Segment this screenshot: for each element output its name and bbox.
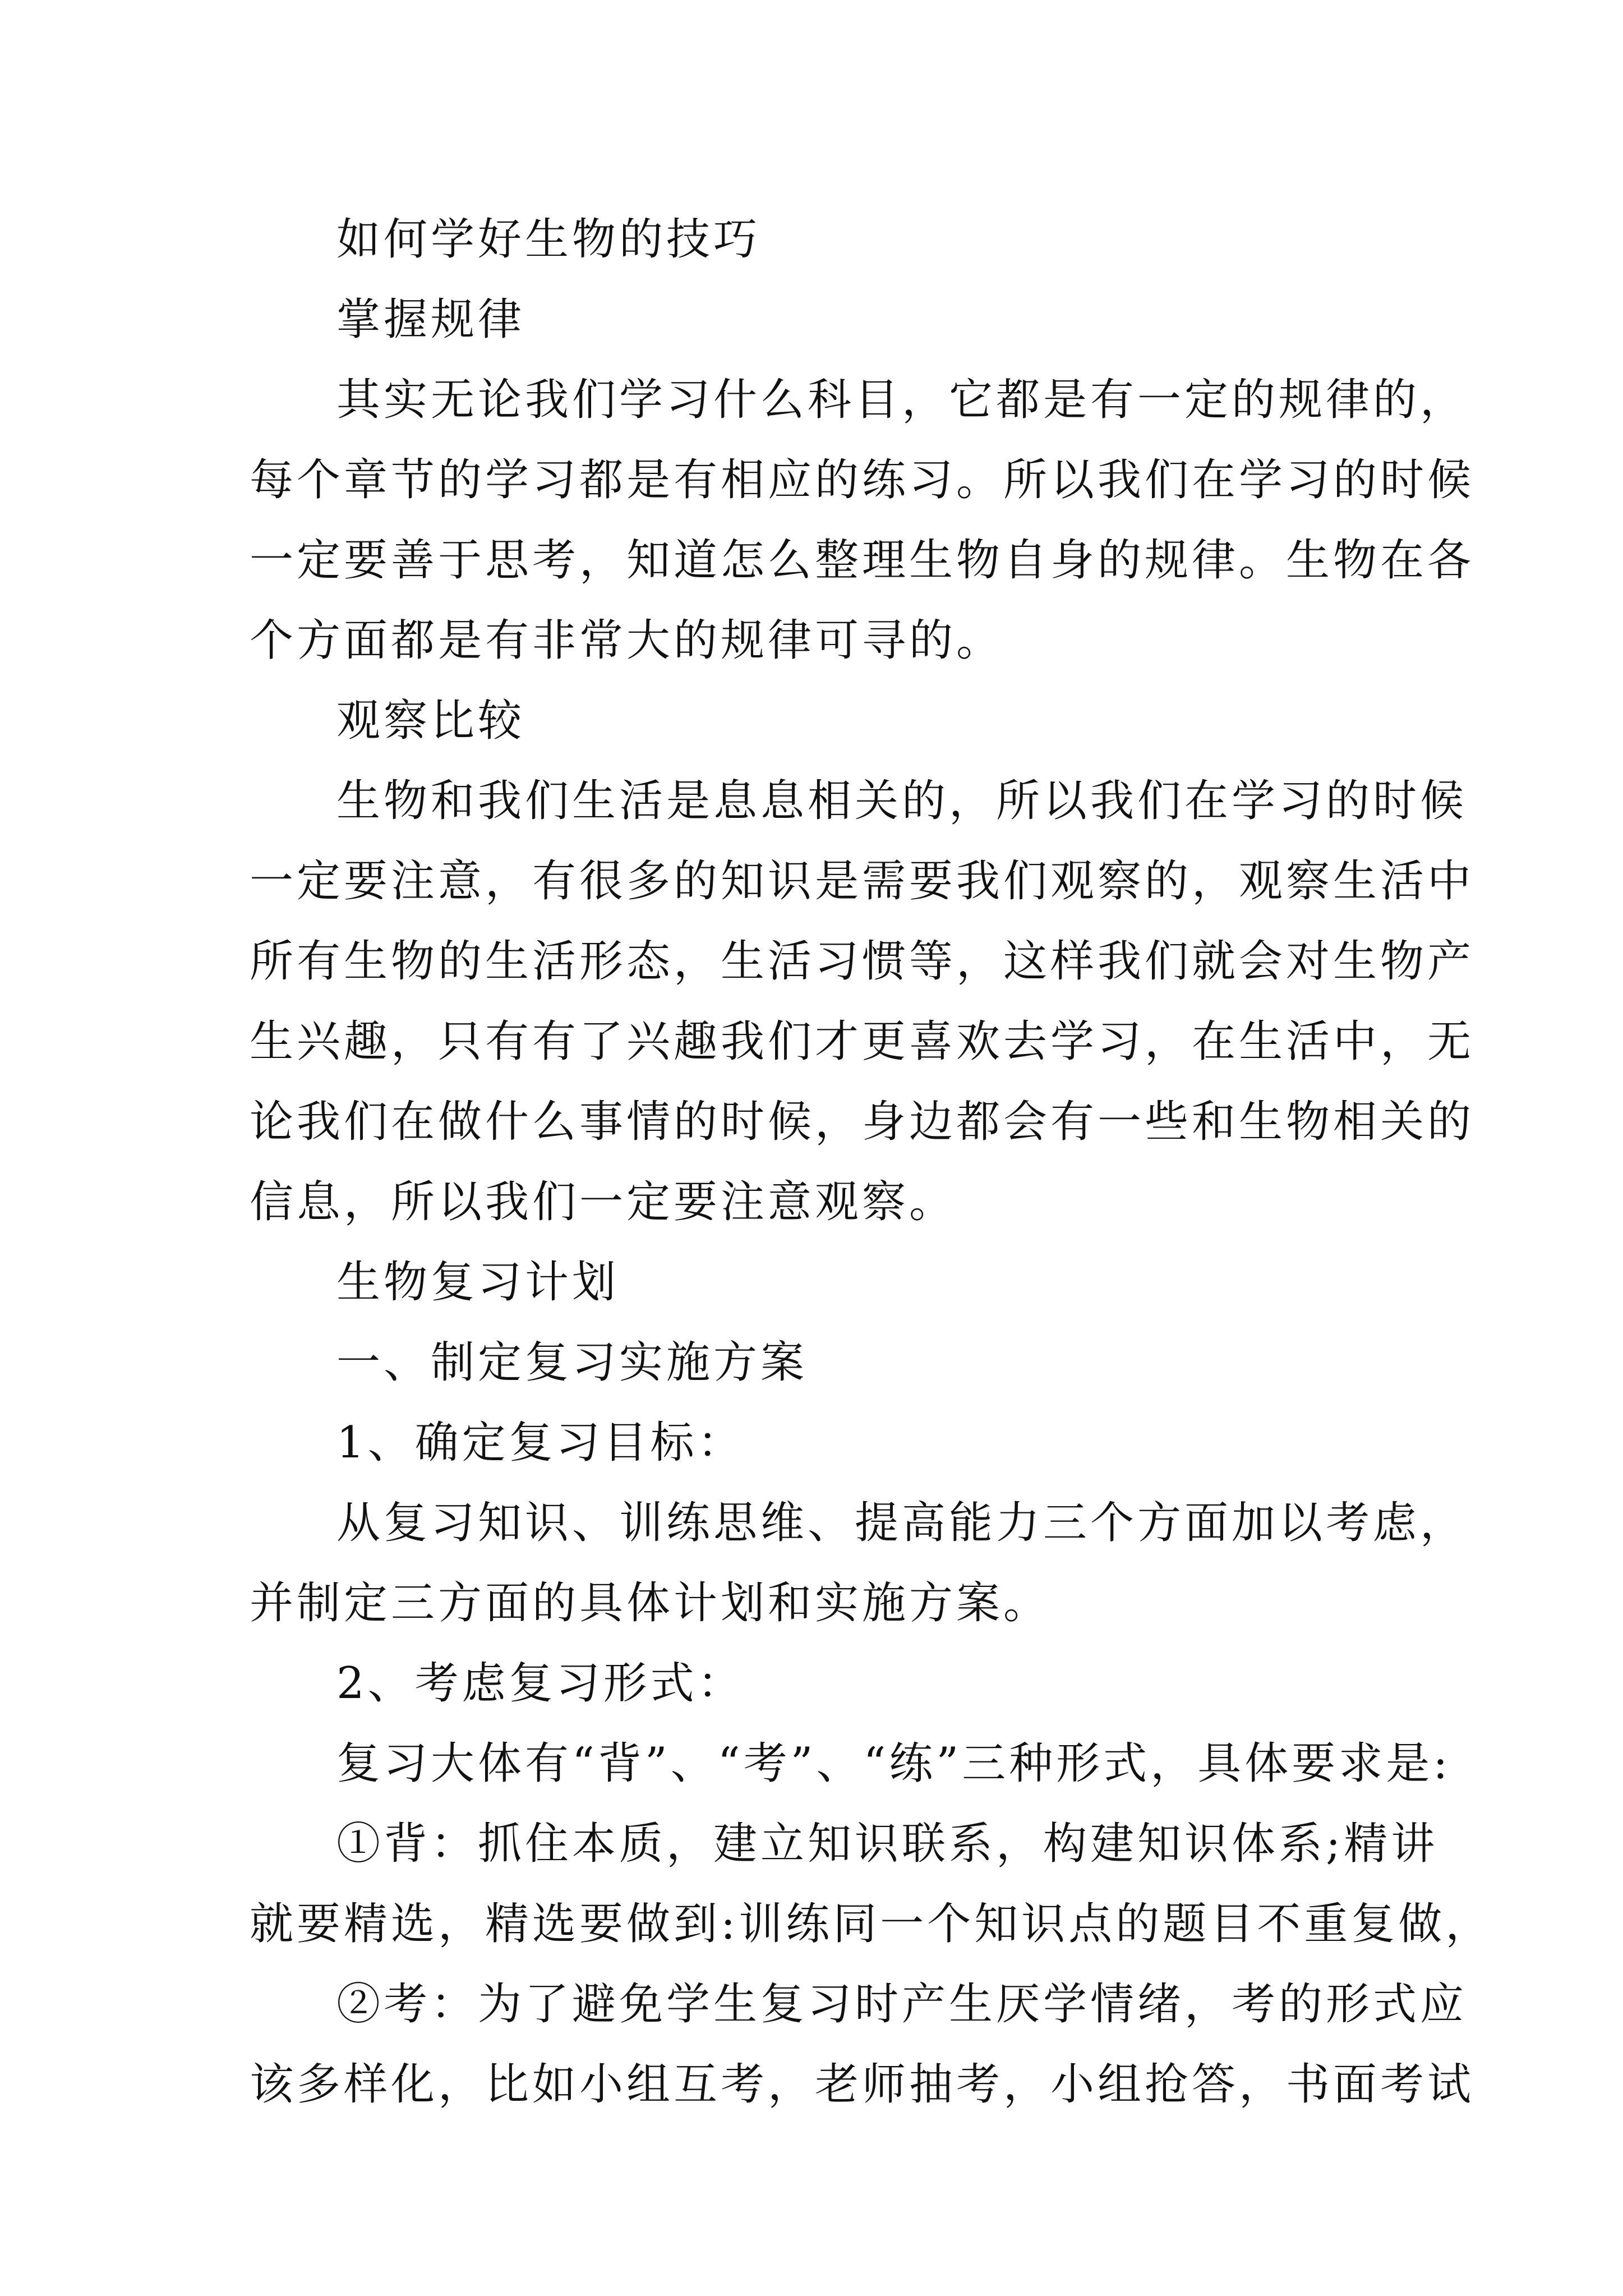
paragraph-line: 该多样化，比如小组互考，老师抽考，小组抢答，书面考试 <box>250 2059 1475 2110</box>
paragraph-line: 从复习知识、训练思维、提高能力三个方面加以考虑， <box>336 1498 1468 1548</box>
paragraph-line: ②考：为了避免学生复习时产生厌学情绪，考的形式应 <box>336 1979 1468 2030</box>
paragraph-line: 并制定三方面的具体计划和实施方案。 <box>250 1578 1051 1628</box>
subsection-heading: 2、考虑复习形式： <box>336 1658 745 1709</box>
subsection-heading: 一、制定复习实施方案 <box>336 1337 808 1388</box>
doc-title: 如何学好生物的技巧 <box>336 214 761 265</box>
paragraph-line: 生物和我们生活是息息相关的，所以我们在学习的时候 <box>336 776 1468 826</box>
paragraph-line: 就要精选，精选要做到:训练同一个知识点的题目不重复做， <box>250 1899 1493 1949</box>
paragraph-line: 复习大体有“背”、“考”、“练”三种形式，具体要求是: <box>336 1738 1451 1789</box>
section-heading: 掌握规律 <box>336 295 525 345</box>
paragraph-line: ①背：抓住本质，建立知识联系，构建知识体系;精讲 <box>336 1819 1438 1869</box>
section-heading: 生物复习计划 <box>336 1257 620 1308</box>
paragraph-line: 一定要注意，有很多的知识是需要我们观察的，观察生活中 <box>250 856 1475 907</box>
subsection-heading: 1、确定复习目标： <box>336 1418 745 1468</box>
paragraph-line: 信息，所以我们一定要注意观察。 <box>250 1177 957 1227</box>
paragraph-line: 生兴趣，只有有了兴趣我们才更喜欢去学习，在生活中，无 <box>250 1016 1475 1067</box>
paragraph-line: 所有生物的生活形态，生活习惯等，这样我们就会对生物产 <box>250 936 1475 987</box>
paragraph-line: 一定要善于思考，知道怎么整理生物自身的规律。生物在各 <box>250 535 1475 586</box>
paragraph-line: 论我们在做什么事情的时候，身边都会有一些和生物相关的 <box>250 1097 1475 1147</box>
paragraph-line: 其实无论我们学习什么科目，它都是有一定的规律的， <box>336 375 1468 425</box>
section-heading: 观察比较 <box>336 696 525 746</box>
paragraph-line: 每个章节的学习都是有相应的练习。所以我们在学习的时候 <box>250 455 1475 505</box>
paragraph-line: 个方面都是有非常大的规律可寻的。 <box>250 615 1004 666</box>
